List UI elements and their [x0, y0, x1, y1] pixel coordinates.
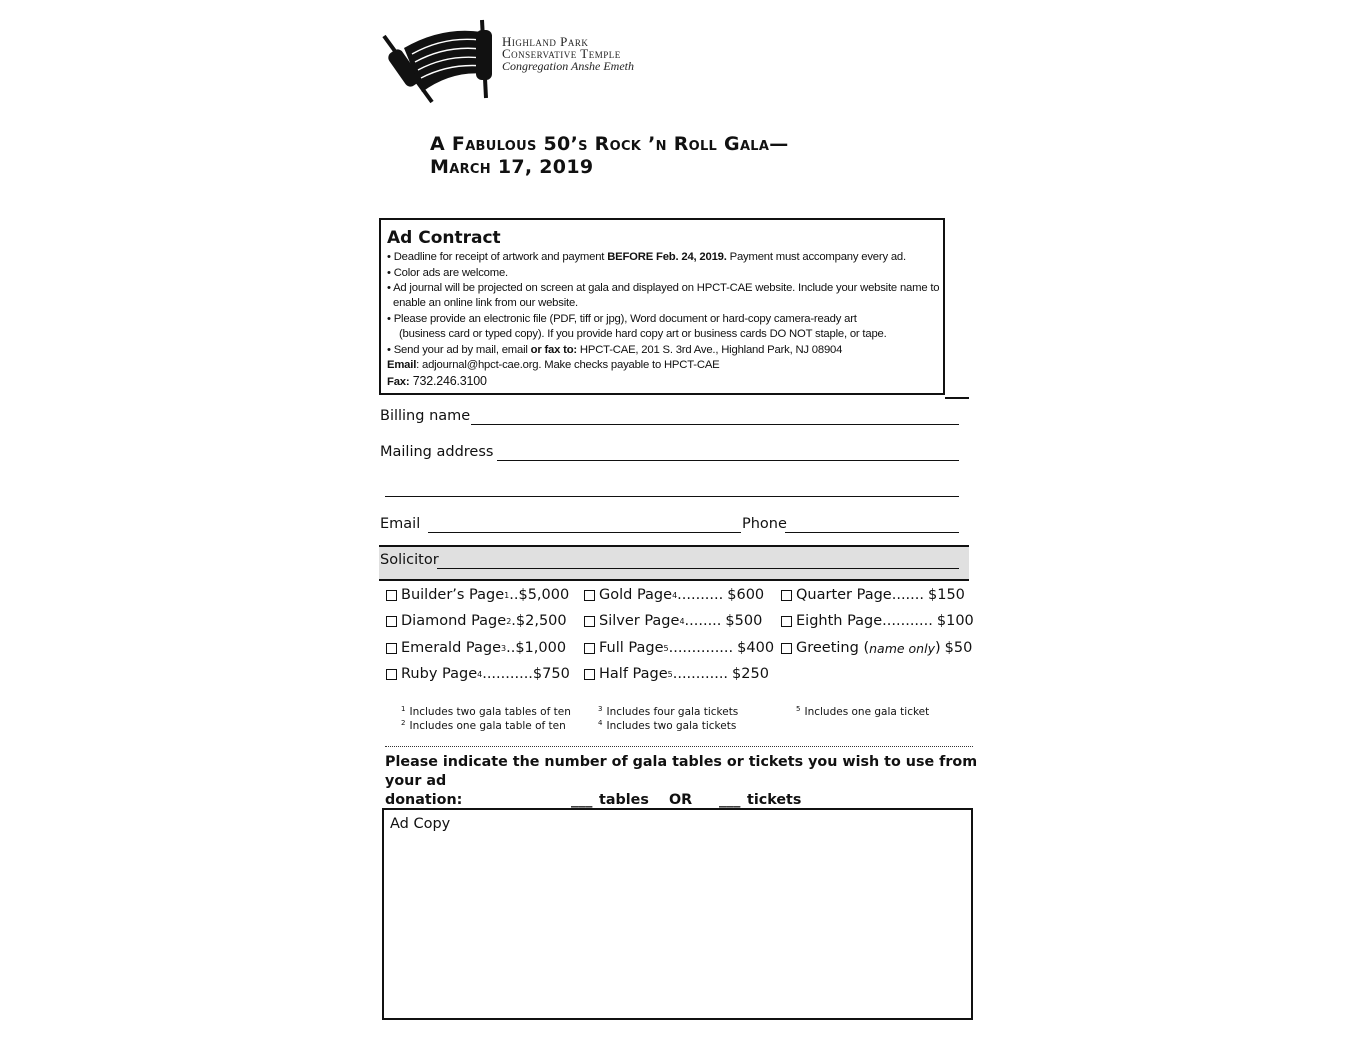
divider — [945, 397, 969, 399]
option-name: Half Page — [599, 666, 668, 682]
footnote-2 — [401, 719, 566, 732]
option-name: Silver Page — [599, 613, 680, 629]
send-fax-bold: or fax to: — [530, 344, 577, 356]
tickets-label: tickets — [747, 792, 802, 808]
leader-dots: .............. — [668, 640, 734, 656]
option-gold-page[interactable] — [584, 587, 764, 603]
contract-bullet-deadline — [387, 251, 906, 263]
contract-bullet-journal: • Ad journal will be projected on screen at gala and displayed on HPCT-CAE website. Include your website name to — [387, 282, 940, 294]
option-price: $100 — [936, 613, 974, 629]
billing-name-label: Billing name — [380, 408, 471, 424]
ad-copy-label: Ad Copy — [390, 816, 451, 832]
page-title-line-2: March 17, 2019 — [430, 156, 594, 178]
footnote-number: 2 — [401, 719, 406, 727]
option-price: $5,000 — [518, 587, 570, 603]
logo-line-2: Conservative Temple — [502, 46, 621, 61]
checkbox[interactable] — [386, 669, 397, 680]
checkbox[interactable] — [386, 643, 397, 654]
instruction-line: Please indicate the number of gala tables or tickets you wish to use from your ad — [385, 754, 978, 789]
send-text: • Send your ad by mail, email — [387, 344, 531, 356]
option-name: Eighth Page — [796, 613, 883, 629]
option-diamond-page[interactable] — [386, 613, 567, 629]
footnote-ref: 4 — [477, 669, 483, 679]
fax-label: Fax: — [387, 376, 410, 388]
mailing-address-label: Mailing address — [380, 444, 494, 460]
leader-dots: ........ — [684, 613, 722, 629]
tickets-count-field[interactable]: ___ — [719, 792, 741, 808]
option-price: $400 — [737, 640, 775, 656]
solicitor-field[interactable] — [437, 568, 959, 569]
option-name: Ruby Page — [401, 666, 478, 682]
option-eighth-page[interactable] — [781, 613, 974, 629]
tables-label: tables — [599, 792, 649, 808]
footnote-ref: 3 — [501, 643, 507, 653]
option-note: name only — [869, 640, 935, 656]
option-price: $2,500 — [515, 613, 567, 629]
footnote-text: Includes one gala table of ten — [409, 720, 566, 732]
footnote-ref: 4 — [672, 590, 678, 600]
leader-dots: . — [511, 613, 516, 629]
payment-note: Payment must accompany every ad. — [726, 251, 906, 263]
email-label: Email — [387, 359, 417, 371]
solicitor-label: Solicitor — [380, 552, 439, 568]
mailing-address-field[interactable] — [497, 460, 959, 461]
leader-dots: ............ — [672, 666, 729, 682]
option-name: Emerald Page — [401, 640, 501, 656]
or-label: OR — [669, 792, 693, 808]
checkbox[interactable] — [584, 616, 595, 627]
footnote-text: Includes two gala tables of ten — [409, 706, 571, 718]
phone-label: Phone — [742, 516, 787, 532]
contract-bullet-journal-cont: enable an online link from our website. — [393, 297, 578, 309]
checkbox[interactable] — [781, 643, 792, 654]
option-builders-page[interactable] — [386, 587, 569, 603]
checkbox[interactable] — [584, 590, 595, 601]
footnote-4 — [598, 719, 736, 732]
option-name: Diamond Page — [401, 613, 507, 629]
option-price: $500 — [725, 613, 763, 629]
leader-dots: .. — [506, 640, 516, 656]
option-greeting[interactable] — [781, 640, 972, 656]
option-price: $150 — [928, 587, 965, 603]
contract-email-line — [387, 359, 720, 371]
footnote-3 — [598, 705, 738, 718]
email-label: Email — [380, 516, 421, 532]
contract-bullet-file: • Please provide an electronic file (PDF, tiff or jpg), Word document or hard-copy camera-ready art — [387, 313, 857, 325]
donation-label: donation: — [385, 792, 463, 808]
contract-fax-line — [387, 374, 487, 388]
footnote-ref: 5 — [667, 669, 673, 679]
footnote-ref: 2 — [506, 616, 512, 626]
fax-value: 732.246.3100 — [409, 374, 487, 388]
leader-dots: .. — [509, 587, 519, 603]
email-value: : adjournal@hpct-cae.org. Make checks payable to HPCT-CAE — [416, 359, 720, 371]
deadline-date: BEFORE Feb. 24, 2019. — [607, 251, 727, 263]
option-quarter-page[interactable] — [781, 587, 965, 603]
leader-dots: ....... — [891, 587, 924, 603]
ad-contract-box — [379, 218, 945, 395]
footnote-number: 1 — [401, 705, 406, 713]
billing-name-field[interactable] — [471, 424, 959, 425]
contract-bullet-send — [387, 344, 842, 356]
leader-dots: ........... — [882, 613, 933, 629]
option-full-page[interactable] — [584, 640, 774, 656]
deadline-text: • Deadline for receipt of artwork and payment — [387, 251, 608, 263]
footnote-ref: 1 — [504, 590, 510, 600]
email-field[interactable] — [428, 532, 741, 533]
option-price: $50 — [944, 640, 973, 656]
ad-copy-box[interactable] — [382, 808, 973, 1020]
footnote-text: Includes one gala ticket — [804, 706, 930, 718]
option-name: Quarter Page — [796, 587, 892, 603]
option-ruby-page[interactable] — [386, 666, 570, 682]
dotted-divider — [385, 746, 973, 747]
footnote-number: 5 — [796, 705, 801, 713]
checkbox[interactable] — [386, 590, 397, 601]
tables-count-field[interactable]: ___ — [571, 792, 593, 808]
mailing-address-field-2[interactable] — [385, 496, 959, 497]
footnote-1 — [401, 705, 571, 718]
contract-bullet-file-cont: (business card or typed copy). If you provide hard copy art or business cards DO NOT staple, or tape. — [399, 328, 887, 340]
leader-dots: ........... — [482, 666, 533, 682]
footnote-ref: 4 — [679, 616, 685, 626]
page-title-line-1: A Fabulous 50’s Rock ’n Roll Gala— — [430, 133, 789, 155]
phone-field[interactable] — [785, 532, 959, 533]
footnote-text: Includes four gala tickets — [606, 706, 739, 718]
checkbox[interactable] — [584, 643, 595, 654]
footnote-ref: 5 — [663, 643, 669, 653]
temple-logo — [382, 18, 662, 108]
checkbox[interactable] — [386, 616, 397, 627]
logo-line-1: Highland Park — [502, 34, 589, 49]
torah-scroll-icon — [382, 18, 497, 108]
logo-line-3: Congregation Anshe Emeth — [502, 59, 634, 73]
footnote-number: 3 — [598, 705, 603, 713]
checkbox[interactable] — [781, 616, 792, 627]
checkbox[interactable] — [781, 590, 792, 601]
option-name: Builder’s Page — [401, 587, 505, 603]
option-half-page[interactable] — [584, 666, 769, 682]
leader-dots: .......... — [677, 587, 724, 603]
footnote-number: 4 — [598, 719, 603, 727]
option-price: $600 — [727, 587, 765, 603]
option-name: Full Page — [599, 640, 664, 656]
solicitor-row — [379, 545, 969, 581]
option-price: $750 — [532, 666, 570, 682]
option-silver-page[interactable] — [584, 613, 762, 629]
contract-heading: Ad Contract — [387, 228, 501, 248]
contract-bullet-color: • Color ads are welcome. — [387, 267, 508, 279]
option-price: $1,000 — [515, 640, 567, 656]
footnote-5 — [796, 705, 929, 718]
send-address: HPCT-CAE, 201 S. 3rd Ave., Highland Park, NJ 08904 — [576, 344, 843, 356]
option-name: Greeting ( — [796, 640, 870, 656]
gala-tables-instruction — [385, 753, 985, 810]
option-name: Gold Page — [599, 587, 673, 603]
option-price: $250 — [732, 666, 769, 682]
option-name-tail: ) — [934, 640, 941, 656]
footnote-text: Includes two gala tickets — [606, 720, 737, 732]
checkbox[interactable] — [584, 669, 595, 680]
option-emerald-page[interactable] — [386, 640, 566, 656]
